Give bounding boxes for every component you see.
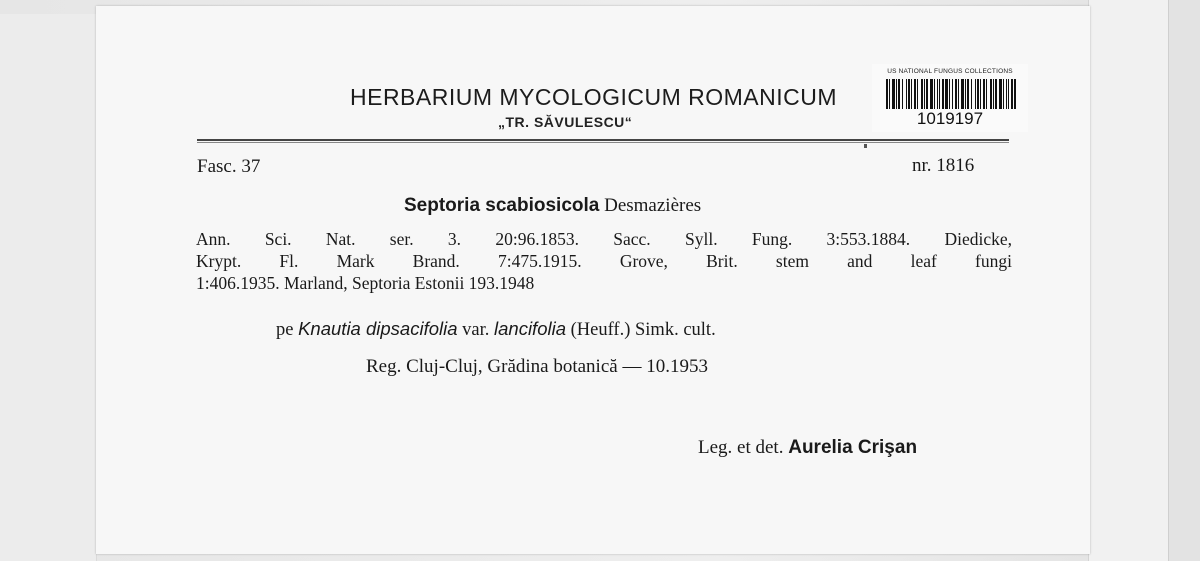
specimen-number: nr. 1816 xyxy=(912,155,975,176)
bibliographic-citation xyxy=(196,228,1012,294)
species-name: Septoria scabiosicola xyxy=(404,195,600,216)
ink-mark xyxy=(864,144,867,148)
collector-line xyxy=(698,437,917,459)
header-divider xyxy=(197,139,1009,141)
locality-line: Reg. Cluj-Cluj, Grădina botanică — 10.1953 xyxy=(366,356,708,377)
header-divider-thin xyxy=(197,142,1009,143)
species-author: Desmazières xyxy=(604,195,702,216)
host-prefix: pe xyxy=(276,320,294,340)
barcode-caption: US NATIONAL FUNGUS COLLECTIONS xyxy=(887,68,1013,75)
host-authority: (Heuff.) Simk. cult. xyxy=(570,320,716,340)
species-line xyxy=(404,195,701,217)
citation-line: Ann. Sci. Nat. ser. 3. 20:96.1853. Sacc. Syll. Fung. 3:553.1884. Diedicke, xyxy=(196,229,1012,249)
collector-name: Aurelia Crişan xyxy=(788,437,918,458)
citation-line: 1:406.1935. Marland, Septoria Estonii 193.1948 xyxy=(196,273,535,293)
host-line xyxy=(276,318,716,341)
citation-line: Krypt. Fl. Mark Brand. 7:475.1915. Grove, Brit. stem and leaf fungi xyxy=(196,251,1012,271)
right-paper-fold xyxy=(1168,0,1200,561)
host-var-label: var. xyxy=(462,320,490,340)
host-variety: lancifolia xyxy=(494,318,566,339)
herbarium-subtitle: „TR. SĂVULESCU“ xyxy=(498,114,633,130)
fascicle-number: Fasc. 37 xyxy=(197,156,261,177)
barcode-sticker xyxy=(872,64,1028,132)
host-species: Knautia dipsacifolia xyxy=(298,318,458,339)
herbarium-title: HERBARIUM MYCOLOGICUM ROMANICUM xyxy=(350,84,838,110)
barcode-icon xyxy=(886,79,1016,109)
left-paper-edge xyxy=(0,14,97,561)
collector-prefix: Leg. et det. xyxy=(698,437,784,458)
barcode-number: 1019197 xyxy=(916,109,984,128)
